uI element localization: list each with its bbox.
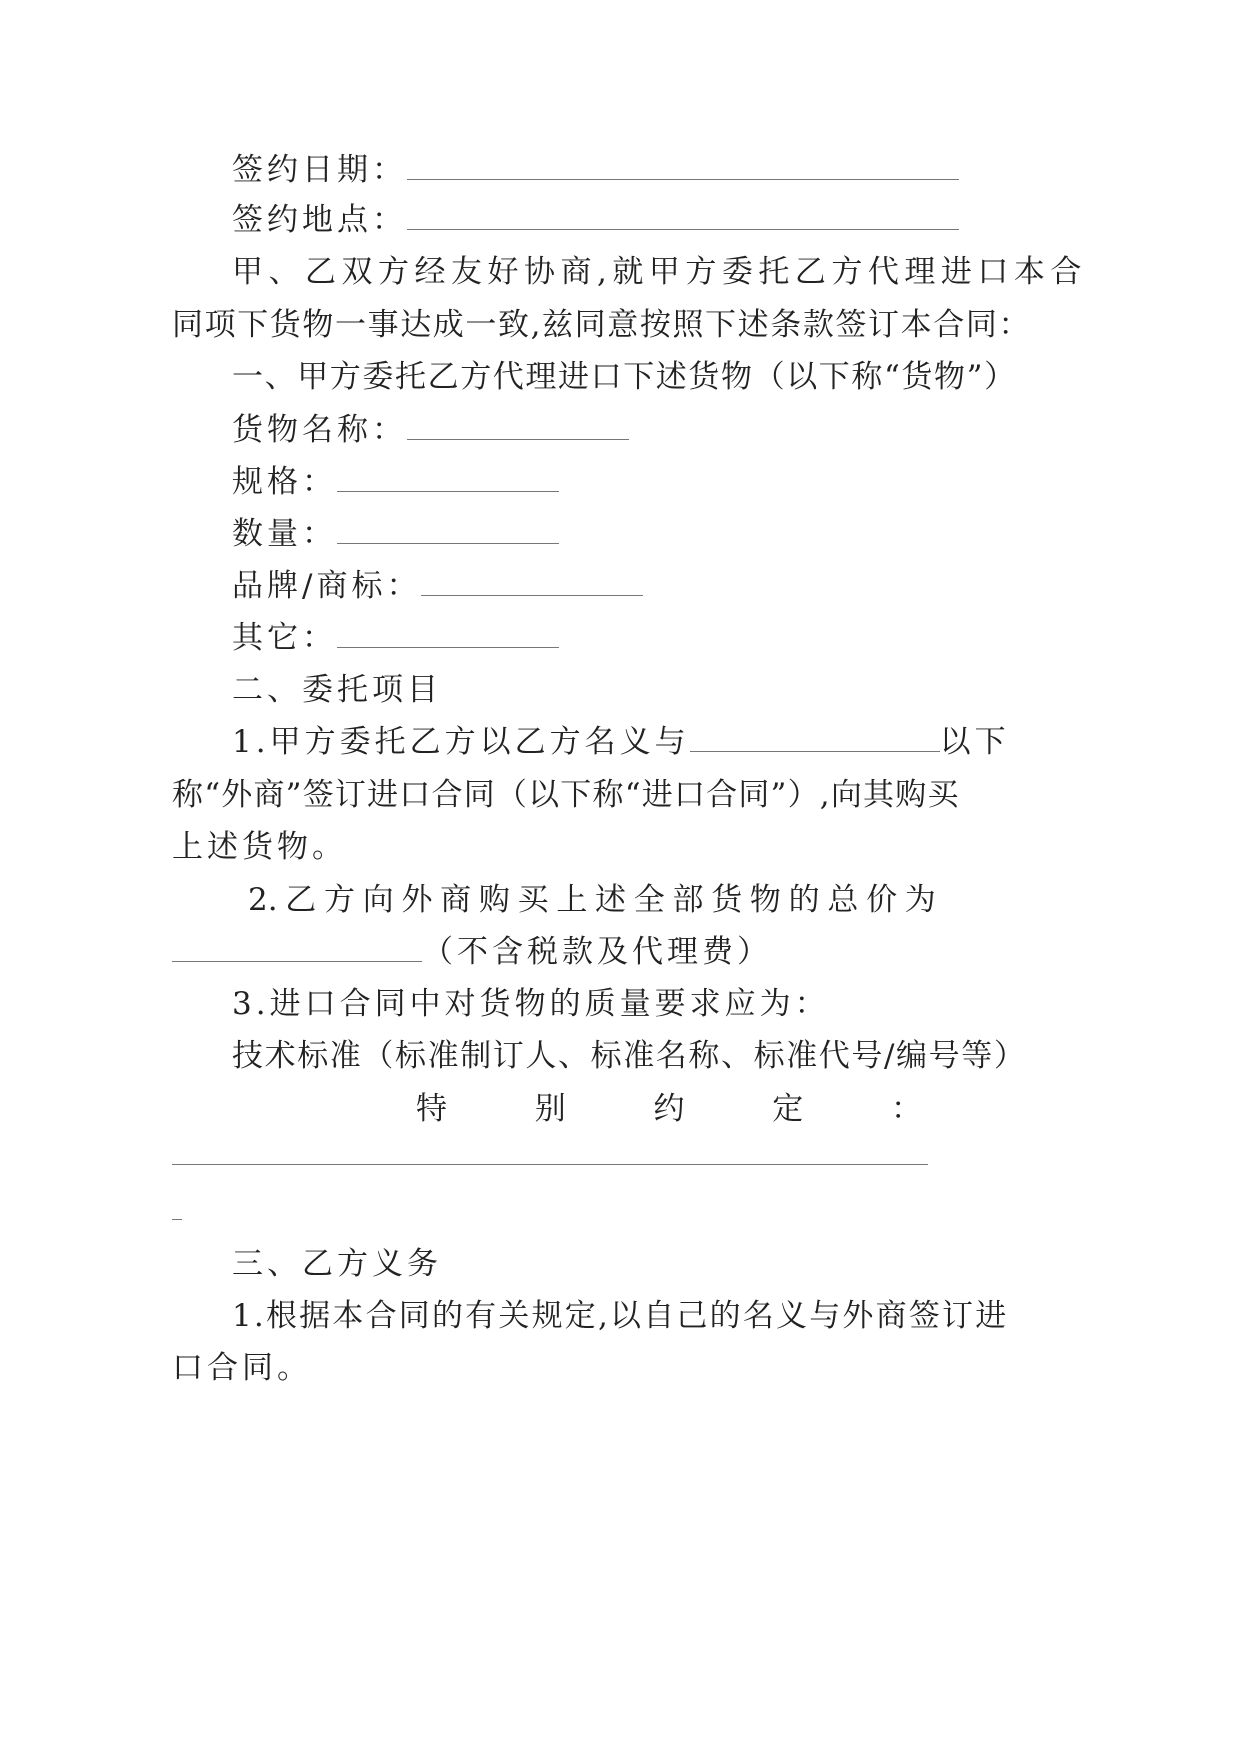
other-label: 其它： — [232, 620, 337, 656]
item-2-word: 物 — [749, 882, 781, 918]
spec-row — [232, 462, 559, 502]
sign-place-blank[interactable] — [407, 205, 959, 230]
item-2-word: 方 — [324, 882, 356, 918]
item-3: 3.进口合同中对货物的质量要求应为： — [232, 986, 830, 1022]
item-2-word: 2. — [248, 882, 278, 918]
item-2-word: 的 — [788, 882, 820, 918]
section-1-title: 一、甲方委托乙方代理进口下述货物（以下称“货物”） — [232, 359, 1017, 395]
sign-place-label: 签约地点： — [232, 202, 407, 238]
section-3-title: 三、乙方义务 — [232, 1246, 442, 1282]
item-2-word: 向 — [362, 882, 394, 918]
tech-standard: 技术标准（标准制订人、标准名称、标准代号/编号等） — [232, 1038, 1027, 1074]
item-2-word: 为 — [904, 882, 936, 918]
intro-line-1: 甲、乙双方经友好协商,就甲方委托乙方代理进口本合 — [232, 254, 1087, 290]
spec-blank[interactable] — [337, 467, 559, 492]
special-agreement-char: 特 — [416, 1091, 447, 1127]
item-2-word: 买 — [517, 882, 549, 918]
item-2-word: 上 — [556, 882, 588, 918]
item-2-word: 部 — [672, 882, 704, 918]
sign-date-blank[interactable] — [407, 155, 959, 180]
item-2-word: 货 — [711, 882, 743, 918]
item-2-line-2 — [172, 932, 772, 972]
brand-blank[interactable] — [421, 571, 643, 596]
item-1-line-2: 称“外商”签订进口合同（以下称“进口合同”）,向其购买 — [172, 777, 960, 813]
goods-name-row — [232, 410, 629, 450]
duty-1-line-1: 1.根据本合同的有关规定,以自己的名义与外商签订进 — [232, 1298, 1009, 1334]
item-2-word: 价 — [866, 882, 898, 918]
brand-label: 品牌/商标： — [232, 568, 422, 604]
special-agreement-blank-end — [172, 1219, 182, 1220]
special-agreement-blank[interactable] — [172, 1164, 928, 1165]
item-2-suffix: （不含税款及代理费） — [422, 934, 772, 970]
intro-line-2: 同项下货物一事达成一致,兹同意按照下述条款签订本合同： — [172, 307, 1032, 343]
quantity-label: 数量： — [232, 516, 337, 552]
goods-name-label: 货物名称： — [232, 412, 407, 448]
foreign-party-blank[interactable] — [690, 727, 940, 752]
item-2-line-1 — [248, 880, 936, 920]
quantity-blank[interactable] — [337, 519, 559, 544]
sign-date-row — [232, 150, 959, 190]
other-blank[interactable] — [337, 623, 559, 648]
item-1-suffix: 以下 — [939, 724, 1010, 760]
item-2-word: 乙 — [285, 882, 317, 918]
item-1-prefix: 1.甲方委托乙方以乙方名义与 — [232, 724, 690, 760]
sign-date-label: 签约日期： — [232, 152, 407, 188]
special-agreement-char: 约 — [653, 1091, 685, 1127]
special-agreement-char: 别 — [534, 1091, 566, 1127]
section-2-title: 二、委托项目 — [232, 672, 442, 708]
special-agreement-char: ： — [891, 1091, 922, 1127]
special-agreement-label — [416, 1089, 922, 1129]
total-price-blank[interactable] — [172, 937, 422, 962]
spec-label: 规格： — [232, 464, 337, 500]
goods-name-blank[interactable] — [407, 415, 629, 440]
quantity-row — [232, 514, 559, 554]
item-2-word: 购 — [478, 882, 510, 918]
item-2-word: 外 — [401, 882, 433, 918]
item-2-word: 商 — [440, 882, 472, 918]
item-1-line-3: 上述货物。 — [172, 829, 347, 865]
item-2-word: 总 — [827, 882, 859, 918]
item-2-word: 述 — [595, 882, 627, 918]
special-agreement-char: 定 — [772, 1091, 804, 1127]
item-1-line-1 — [232, 722, 1010, 762]
item-2-word: 全 — [633, 882, 665, 918]
sign-place-row — [232, 200, 959, 240]
other-row — [232, 618, 559, 658]
duty-1-line-2: 口合同。 — [172, 1350, 312, 1386]
brand-row — [232, 566, 643, 606]
